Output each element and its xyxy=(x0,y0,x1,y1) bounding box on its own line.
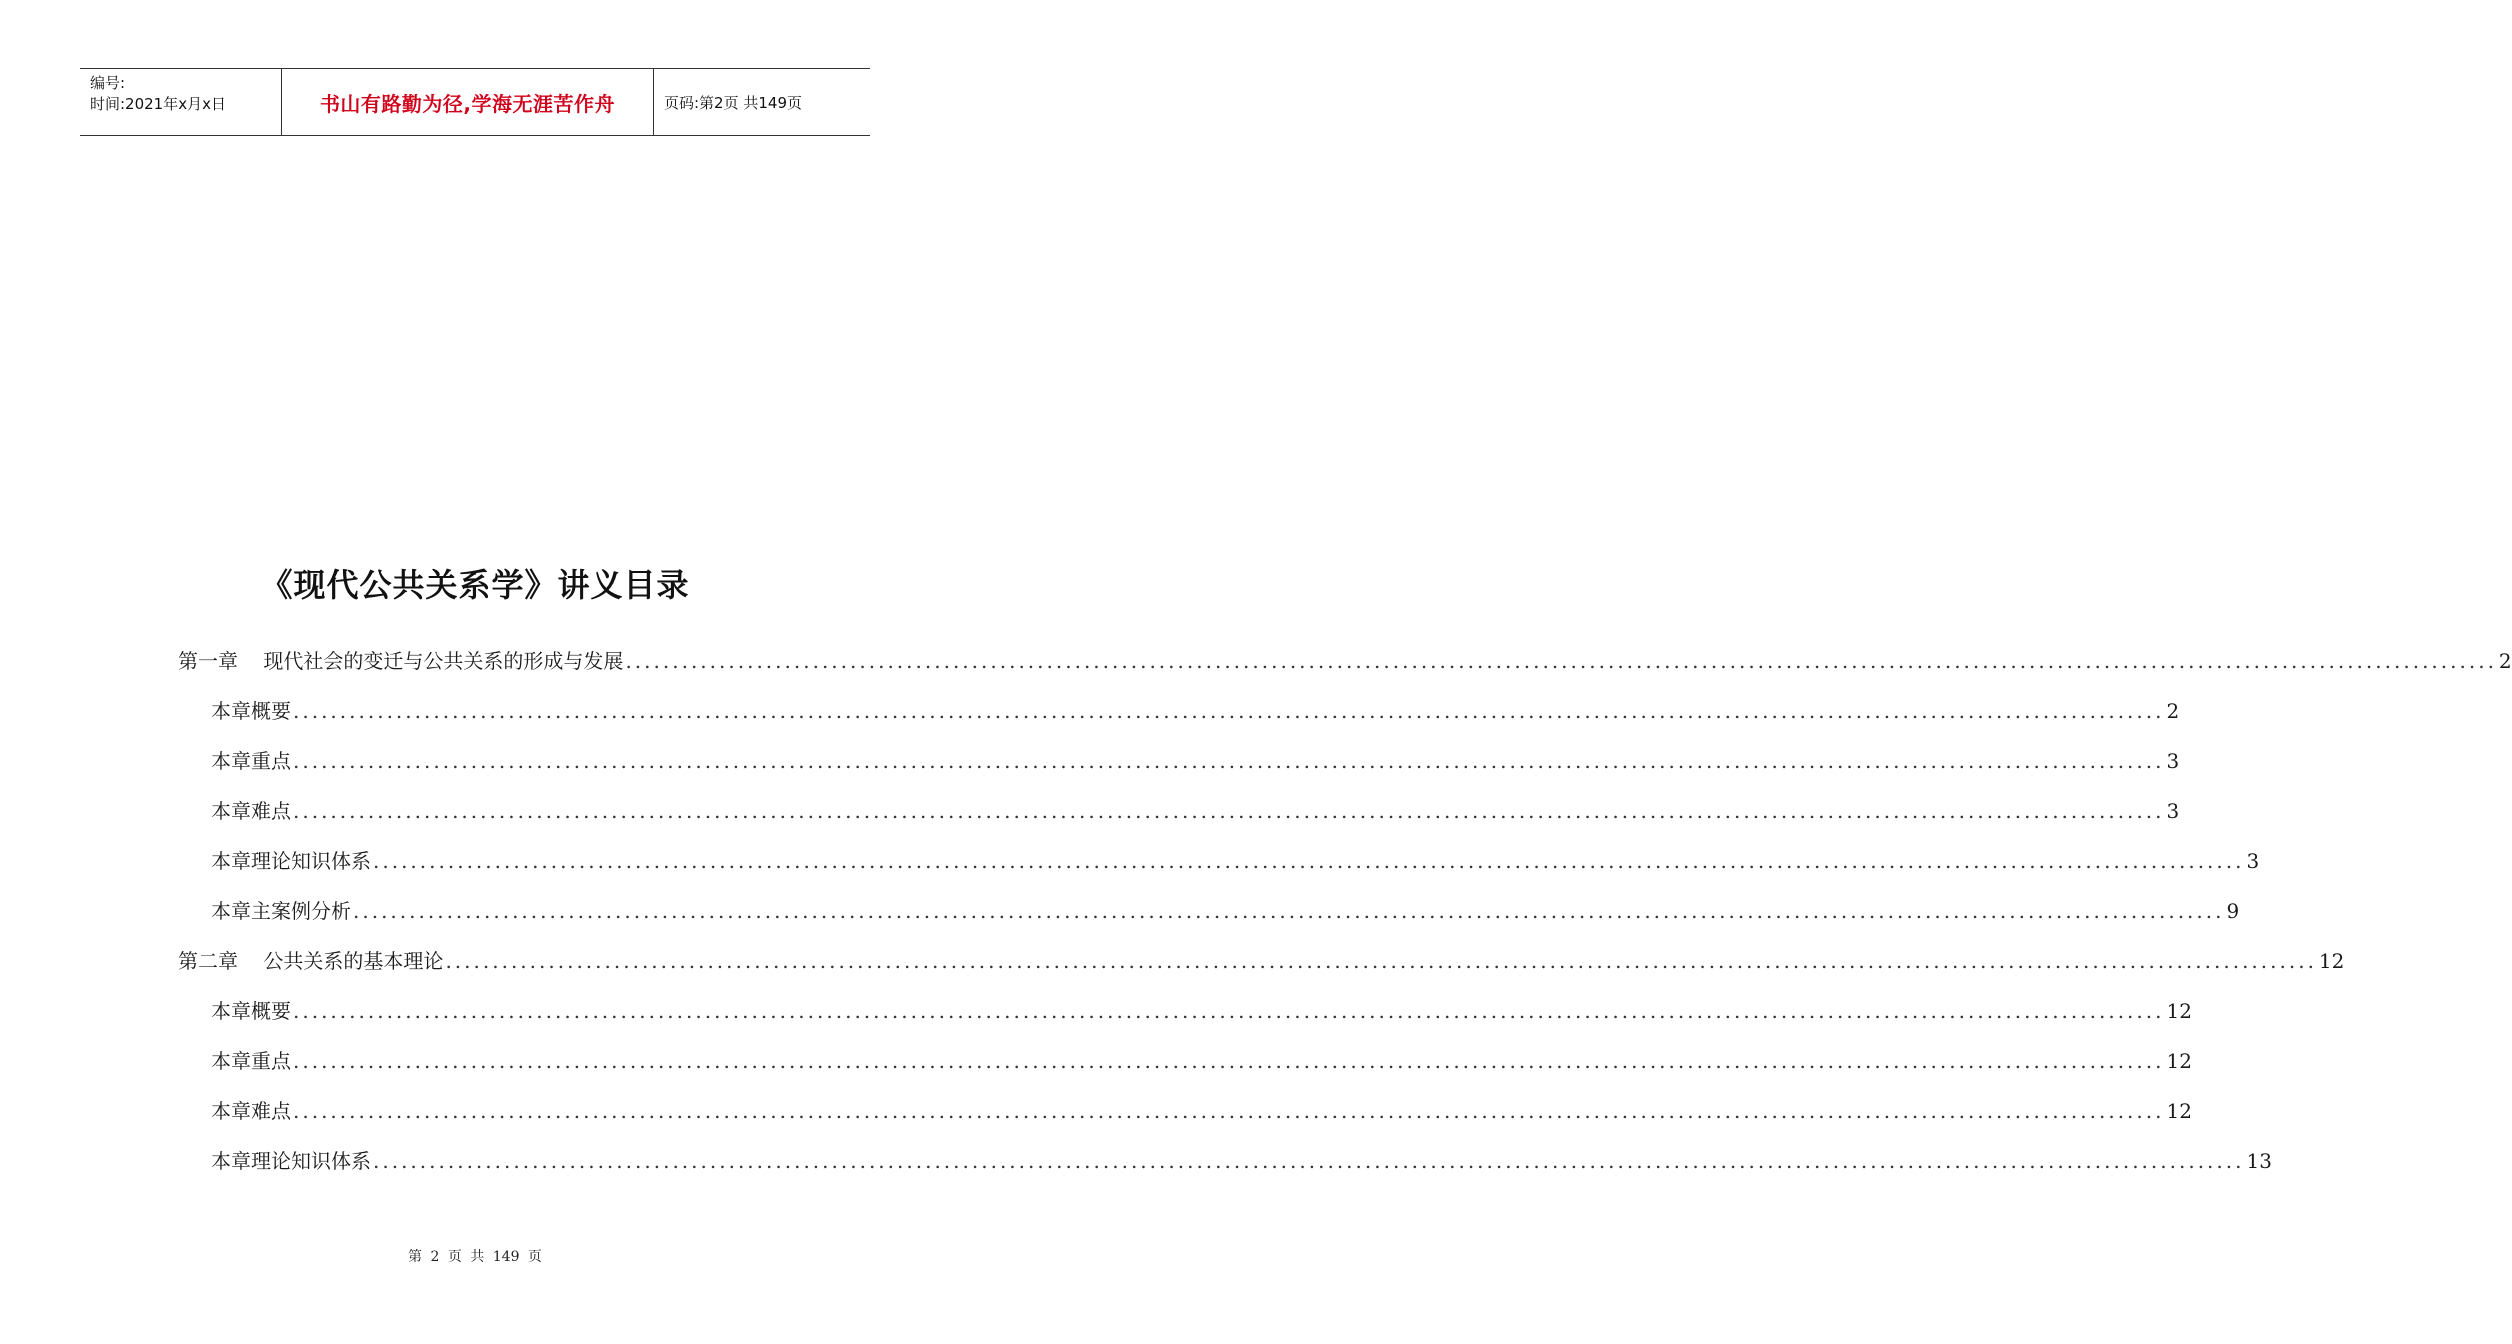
toc-leader-dots: ........................................................................................................................................................................................................ xyxy=(293,799,2165,823)
toc-page-number: 12 xyxy=(2318,949,2345,973)
header-motto: 书山有路勤为径,学海无涯苦作舟 xyxy=(282,69,654,135)
serial-label: 编号: xyxy=(90,74,126,92)
toc-section-entry[interactable] xyxy=(178,1093,2192,1143)
toc-entry-label: 本章重点 xyxy=(211,1049,291,1073)
page-header xyxy=(80,68,870,136)
toc-entry-label: 第一章 现代社会的变迁与公共关系的形成与发展 xyxy=(178,649,624,673)
document-title: 《现代公共关系学》讲义目录 xyxy=(260,566,690,604)
toc-entry-label: 本章主案例分析 xyxy=(211,899,351,923)
page-footer: 第 2 页 共 149 页 xyxy=(408,1249,542,1265)
toc-page-number: 9 xyxy=(2226,899,2240,923)
toc-page-number: 13 xyxy=(2246,1149,2272,1173)
toc-entry-label: 第二章 公共关系的基本理论 xyxy=(178,949,444,973)
toc-entry-label: 本章难点 xyxy=(211,799,291,823)
toc-section-entry[interactable] xyxy=(178,1043,2192,1093)
toc-entry-label: 本章理论知识体系 xyxy=(211,849,371,873)
toc-page-number: 12 xyxy=(2166,999,2192,1023)
toc-chapter-entry[interactable] xyxy=(178,943,2345,993)
toc-section-entry[interactable] xyxy=(178,993,2192,1043)
toc-leader-dots: ........................................................................................................................................................................................................ xyxy=(353,899,2225,923)
toc-entry-label: 本章重点 xyxy=(211,749,291,773)
toc-leader-dots: ........................................................................................................................................................................................................ xyxy=(293,1099,2165,1123)
toc-leader-dots: ........................................................................................................................................................................................................ xyxy=(293,699,2165,723)
toc-entry-label: 本章理论知识体系 xyxy=(211,1149,371,1173)
toc-page-number: 3 xyxy=(2166,749,2180,773)
toc-page-number: 12 xyxy=(2166,1099,2192,1123)
toc-leader-dots: ........................................................................................................................................................................................................ xyxy=(293,1049,2165,1073)
toc-entry-label: 本章概要 xyxy=(211,699,291,723)
toc-page-number: 3 xyxy=(2246,849,2260,873)
toc-section-entry[interactable] xyxy=(178,793,2180,843)
toc-page-number: 3 xyxy=(2166,799,2180,823)
toc-entry-label: 本章概要 xyxy=(211,999,291,1023)
toc-leader-dots: ........................................................................................................................................................................................................ xyxy=(293,749,2165,773)
header-page-info: 页码:第2页 共149页 xyxy=(664,93,802,112)
toc-leader-dots: ........................................................................................................................................................................................................ xyxy=(625,649,2497,673)
toc-leader-dots: ........................................................................................................................................................................................................ xyxy=(373,849,2245,873)
toc-section-entry[interactable] xyxy=(178,693,2180,743)
header-meta xyxy=(80,69,282,135)
table-of-contents xyxy=(178,643,2512,1193)
toc-section-entry[interactable] xyxy=(178,843,2260,893)
toc-leader-dots: ........................................................................................................................................................................................................ xyxy=(445,949,2317,973)
time-label: 时间:2021年x月x日 xyxy=(90,95,226,113)
toc-chapter-entry[interactable] xyxy=(178,643,2512,693)
toc-section-entry[interactable] xyxy=(178,893,2240,943)
toc-page-number: 2 xyxy=(2166,699,2180,723)
toc-entry-label: 本章难点 xyxy=(211,1099,291,1123)
toc-leader-dots: ........................................................................................................................................................................................................ xyxy=(373,1149,2245,1173)
toc-leader-dots: ........................................................................................................................................................................................................ xyxy=(293,999,2165,1023)
toc-section-entry[interactable] xyxy=(178,743,2180,793)
toc-section-entry[interactable] xyxy=(178,1143,2272,1193)
toc-page-number: 2 xyxy=(2498,649,2512,673)
toc-page-number: 12 xyxy=(2166,1049,2192,1073)
